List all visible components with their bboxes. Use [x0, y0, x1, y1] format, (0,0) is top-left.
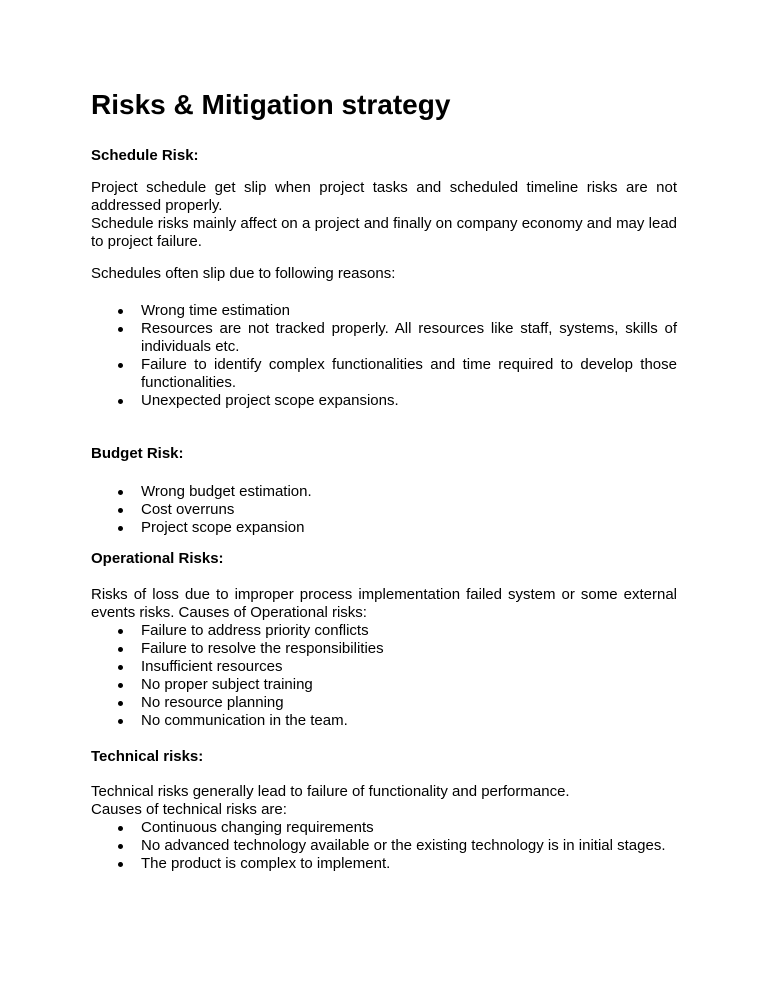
- bullet-item: No resource planning: [91, 694, 677, 712]
- operational-risks-heading: Operational Risks:: [91, 550, 224, 567]
- bullet-item: Resources are not tracked properly. All resources like staff, systems, skills of individuals etc.: [91, 320, 677, 356]
- bullet-item: Cost overruns: [91, 501, 677, 519]
- technical-risks-bullet-list: [91, 819, 677, 873]
- schedule-risk-paragraph-1: Project schedule get slip when project tasks and scheduled timeline risks are not addressed properly.: [91, 179, 677, 214]
- bullet-item: Wrong budget estimation.: [91, 483, 677, 501]
- section-technical-risks: [91, 748, 677, 873]
- bullet-item: Failure to address priority conflicts: [91, 622, 677, 640]
- bullet-item: Failure to resolve the responsibilities: [91, 640, 677, 658]
- technical-risks-heading: Technical risks:: [91, 748, 204, 765]
- bullet-item: Failure to identify complex functionalities and time required to develop those functionalities.: [91, 356, 677, 392]
- bullet-item: Unexpected project scope expansions.: [91, 392, 677, 410]
- section-operational-risks: [91, 550, 677, 730]
- budget-risk-bullet-list: [91, 483, 677, 537]
- bullet-item: Continuous changing requirements: [91, 819, 677, 837]
- schedule-risk-bullet-list: [91, 302, 677, 410]
- bullet-item: Project scope expansion: [91, 519, 677, 537]
- section-schedule-risk: [91, 147, 677, 410]
- operational-risks-paragraph: Risks of loss due to improper process implementation failed system or some external events risks. Causes of Operational risks:: [91, 586, 677, 621]
- schedule-risk-heading: Schedule Risk:: [91, 147, 199, 164]
- bullet-item: No advanced technology available or the existing technology is in initial stages.: [91, 837, 677, 855]
- section-budget-risk: [91, 445, 677, 537]
- bullet-item: No proper subject training: [91, 676, 677, 694]
- technical-risks-paragraph-2: Causes of technical risks are:: [91, 801, 287, 818]
- operational-risks-bullet-list: [91, 622, 677, 730]
- bullet-item: The product is complex to implement.: [91, 855, 677, 873]
- budget-risk-heading: Budget Risk:: [91, 445, 184, 462]
- document-title: Risks & Mitigation strategy: [91, 89, 451, 120]
- schedule-risk-paragraph-3: Schedules often slip due to following reasons:: [91, 265, 396, 282]
- bullet-item: Wrong time estimation: [91, 302, 677, 320]
- schedule-risk-paragraph-2: Schedule risks mainly affect on a project and finally on company economy and may lead to project failure.: [91, 215, 677, 250]
- technical-risks-paragraph-1: Technical risks generally lead to failure of functionality and performance.: [91, 783, 570, 800]
- bullet-item: No communication in the team.: [91, 712, 677, 730]
- bullet-item: Insufficient resources: [91, 658, 677, 676]
